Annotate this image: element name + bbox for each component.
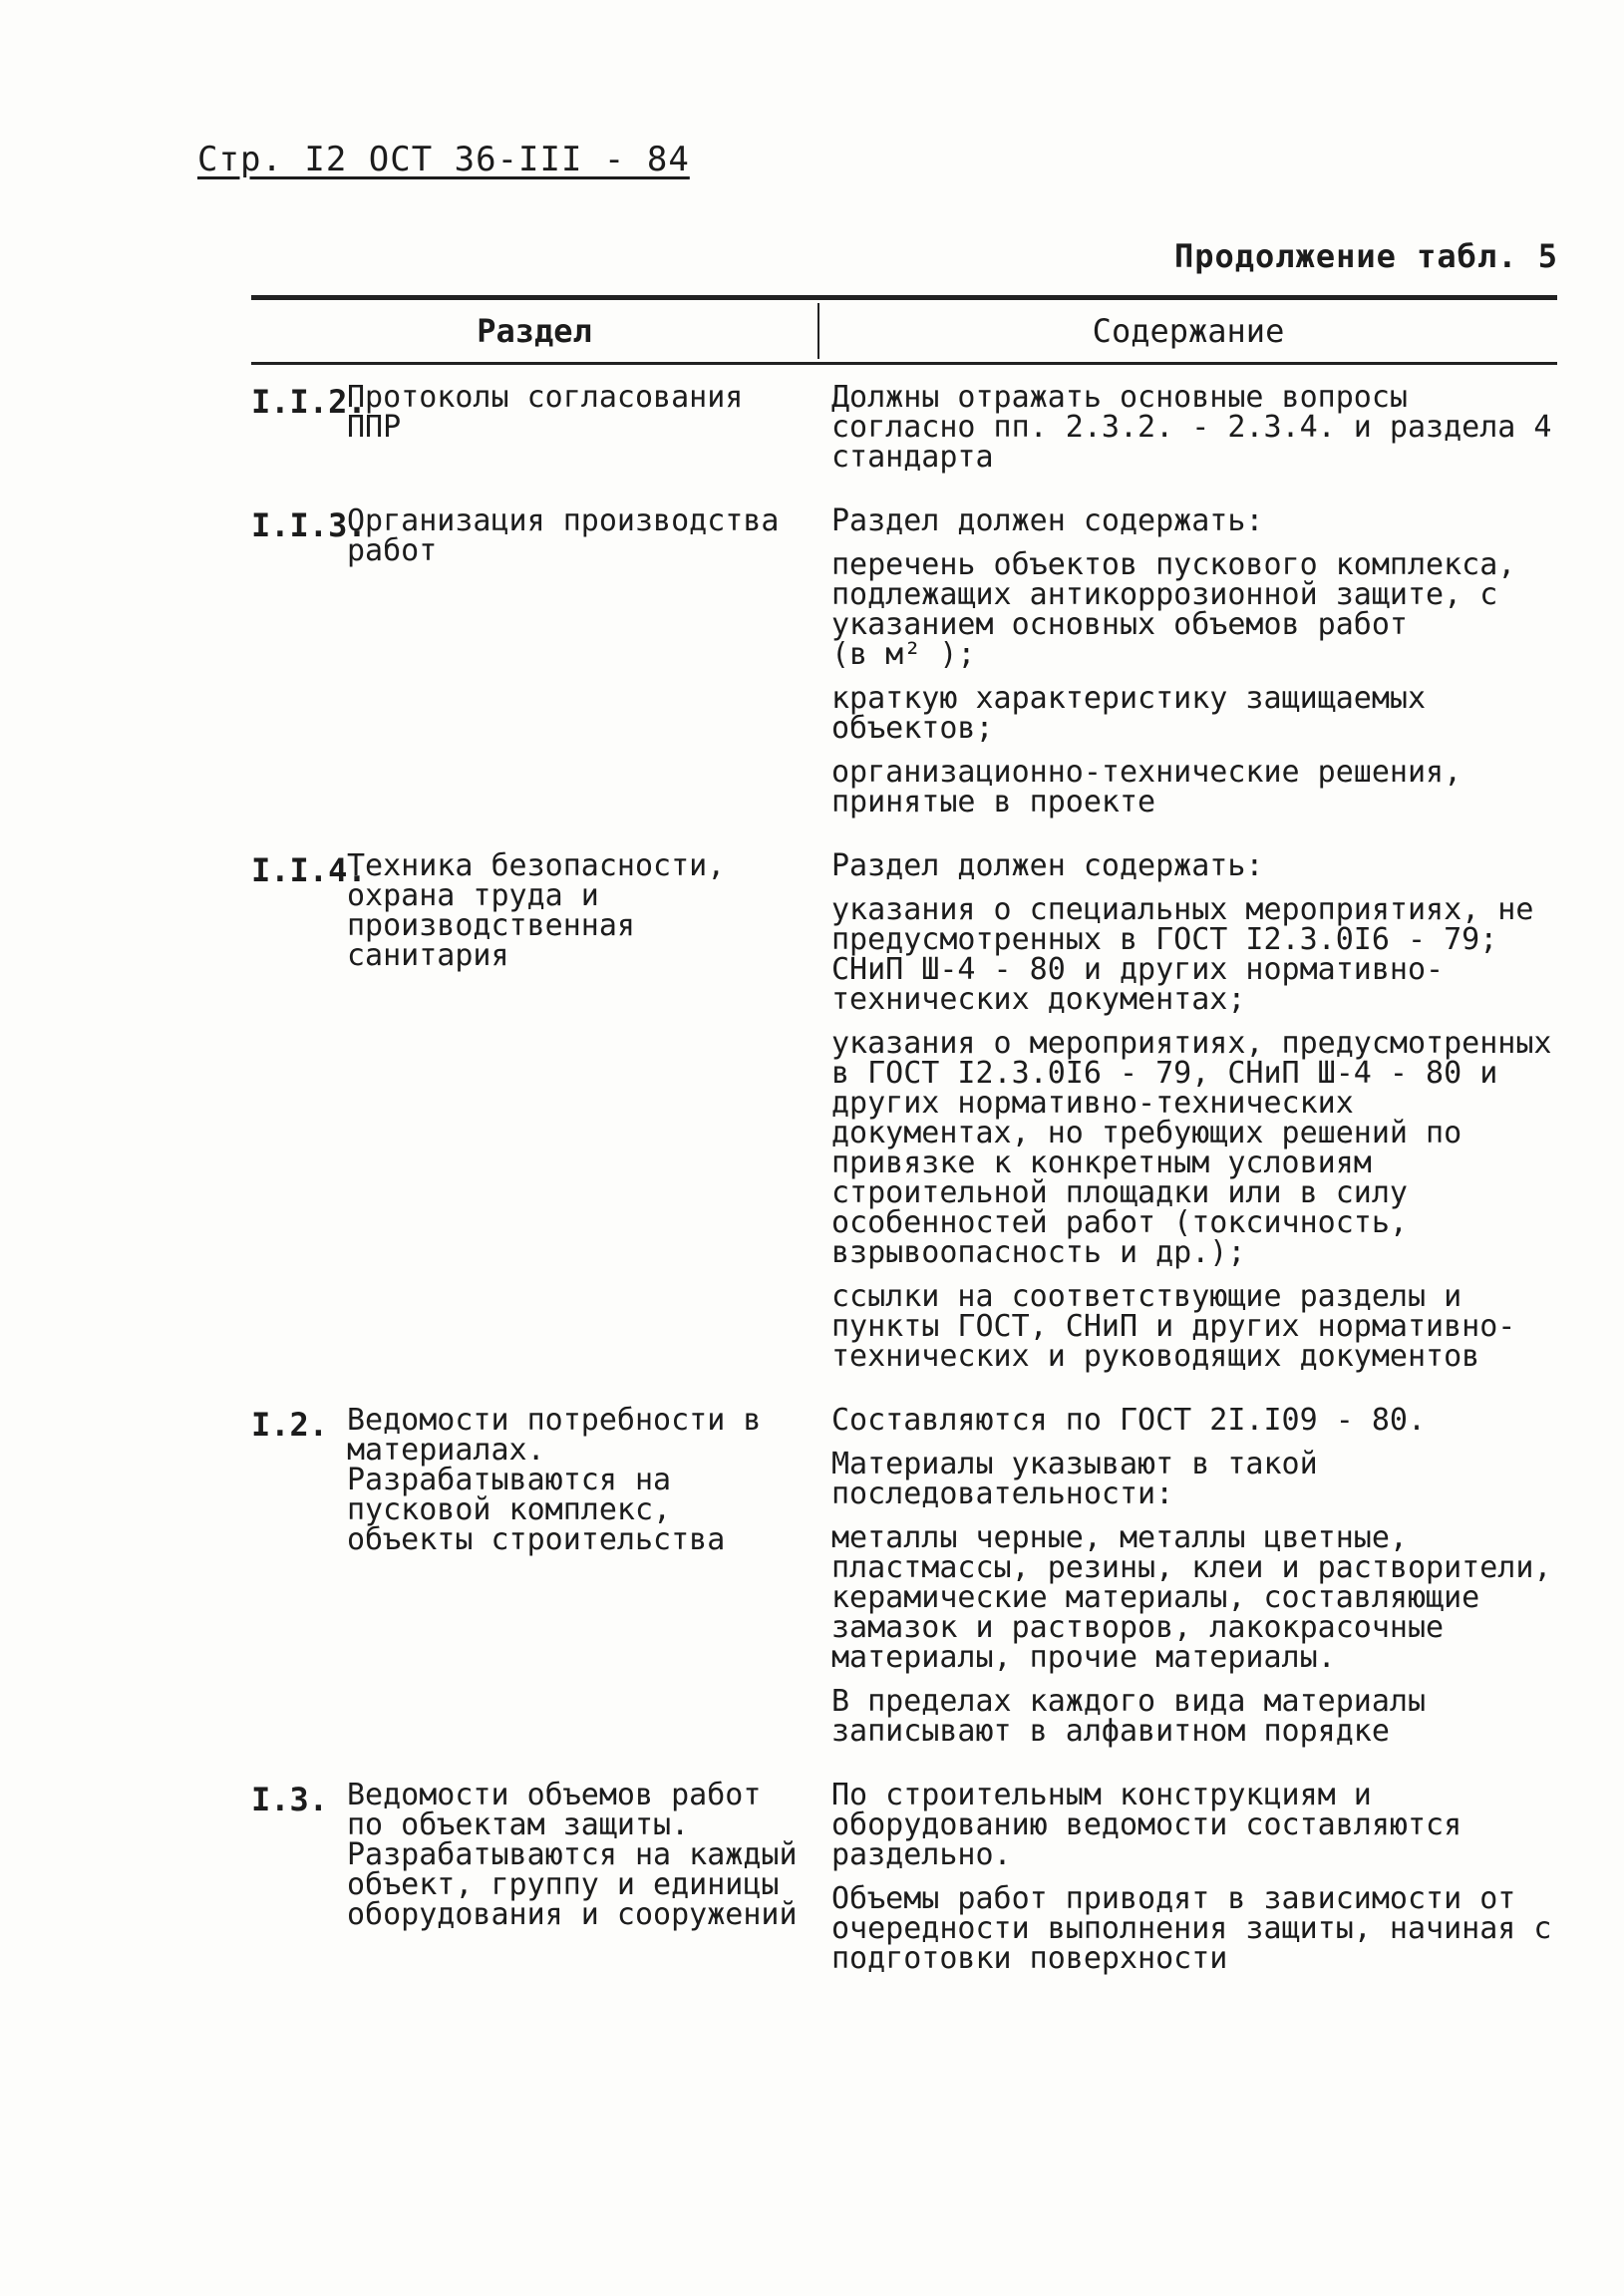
row-number: I.I.2.	[251, 383, 367, 421]
column-header-section: Раздел	[477, 312, 592, 350]
content-paragraph: Раздел должен содержать:	[831, 848, 1264, 883]
content-paragraph: металлы черные, металлы цветные, пластмассы, резины, клеи и растворители, керамические материалы, составляющие замазок и растворов, лакокрасочные материалы, прочие материалы.	[831, 1520, 1552, 1675]
table-body	[251, 365, 1557, 1974]
row-content	[821, 380, 1557, 475]
row-content	[821, 1778, 1557, 1976]
table-header-row	[251, 300, 1557, 362]
table-caption: Продолжение табл. 5	[1173, 237, 1558, 275]
row-number: I.3.	[251, 1781, 329, 1818]
table-row	[251, 1403, 1557, 1749]
row-title: Ведомости объемов работ по объектам защиты. Разрабатываются на каждый объект, группу и единицы оборудования и сооружений	[347, 1778, 798, 1932]
table-row	[251, 380, 1557, 475]
row-title: Ведомости потребности в материалах. Разрабатываются на пусковой комплекс, объекты строительства	[347, 1403, 762, 1557]
row-number: I.I.4.	[251, 851, 367, 889]
content-paragraph: Раздел должен содержать:	[831, 503, 1264, 538]
content-paragraph: Составляются по ГОСТ 2I.I09 - 80.	[831, 1403, 1427, 1438]
row-content	[821, 503, 1557, 820]
row-title: Техника безопасности, охрана труда и производственная санитария	[347, 848, 726, 973]
content-paragraph: Объемы работ приводят в зависимости от очередности выполнения защиты, начиная с подготовки поверхности	[831, 1881, 1552, 1976]
row-title: Протоколы согласования ППР	[347, 380, 744, 445]
content-paragraph: По строительным конструкциям и оборудованию ведомости составляются раздельно.	[831, 1778, 1462, 1872]
row-number: I.2.	[251, 1406, 329, 1444]
content-paragraph: указания о специальных мероприятиях, не предусмотренных в ГОСТ I2.3.0I6 - 79; СНиП Ш-4 - 80 и других нормативно-технических документах;	[831, 892, 1534, 1017]
content-paragraph: организационно-технические решения, принятые в проекте	[831, 755, 1462, 820]
content-paragraph: Должны отражать основные вопросы согласно пп. 2.3.2. - 2.3.4. и раздела 4 стандарта	[831, 380, 1552, 475]
row-title: Организация производства работ	[347, 503, 780, 568]
column-header-content: Содержание	[1092, 312, 1285, 350]
table-row	[251, 503, 1557, 820]
content-table	[251, 295, 1557, 2008]
content-paragraph: ссылки на соответствующие разделы и пункты ГОСТ, СНиП и других нормативно-технических и руководящих документов	[831, 1279, 1516, 1374]
row-content	[821, 1403, 1557, 1749]
content-paragraph: перечень объектов пускового комплекса, подлежащих антикоррозионной защите, с указанием основных объемов работ (в м² );	[831, 547, 1516, 672]
content-paragraph: Материалы указывают в такой последовательности:	[831, 1447, 1318, 1511]
page-header: Стр. I2 ОСТ 36-III - 84	[197, 140, 690, 179]
row-number: I.I.3.	[251, 506, 367, 544]
table-row	[251, 1778, 1557, 1976]
table-row	[251, 848, 1557, 1374]
row-content	[821, 848, 1557, 1374]
content-paragraph: краткую характеристику защищаемых объектов;	[831, 681, 1427, 746]
content-paragraph: В пределах каждого вида материалы записывают в алфавитном порядке	[831, 1684, 1427, 1749]
content-paragraph: указания о мероприятиях, предусмотренных в ГОСТ I2.3.0I6 - 79, СНиП Ш-4 - 80 и других нормативно-технических документах, но требующих решений по привязке к конкретным условиям строительной площадки или в силу особенностей работ (токсичность, взрывоопасность и др.);	[831, 1026, 1552, 1270]
